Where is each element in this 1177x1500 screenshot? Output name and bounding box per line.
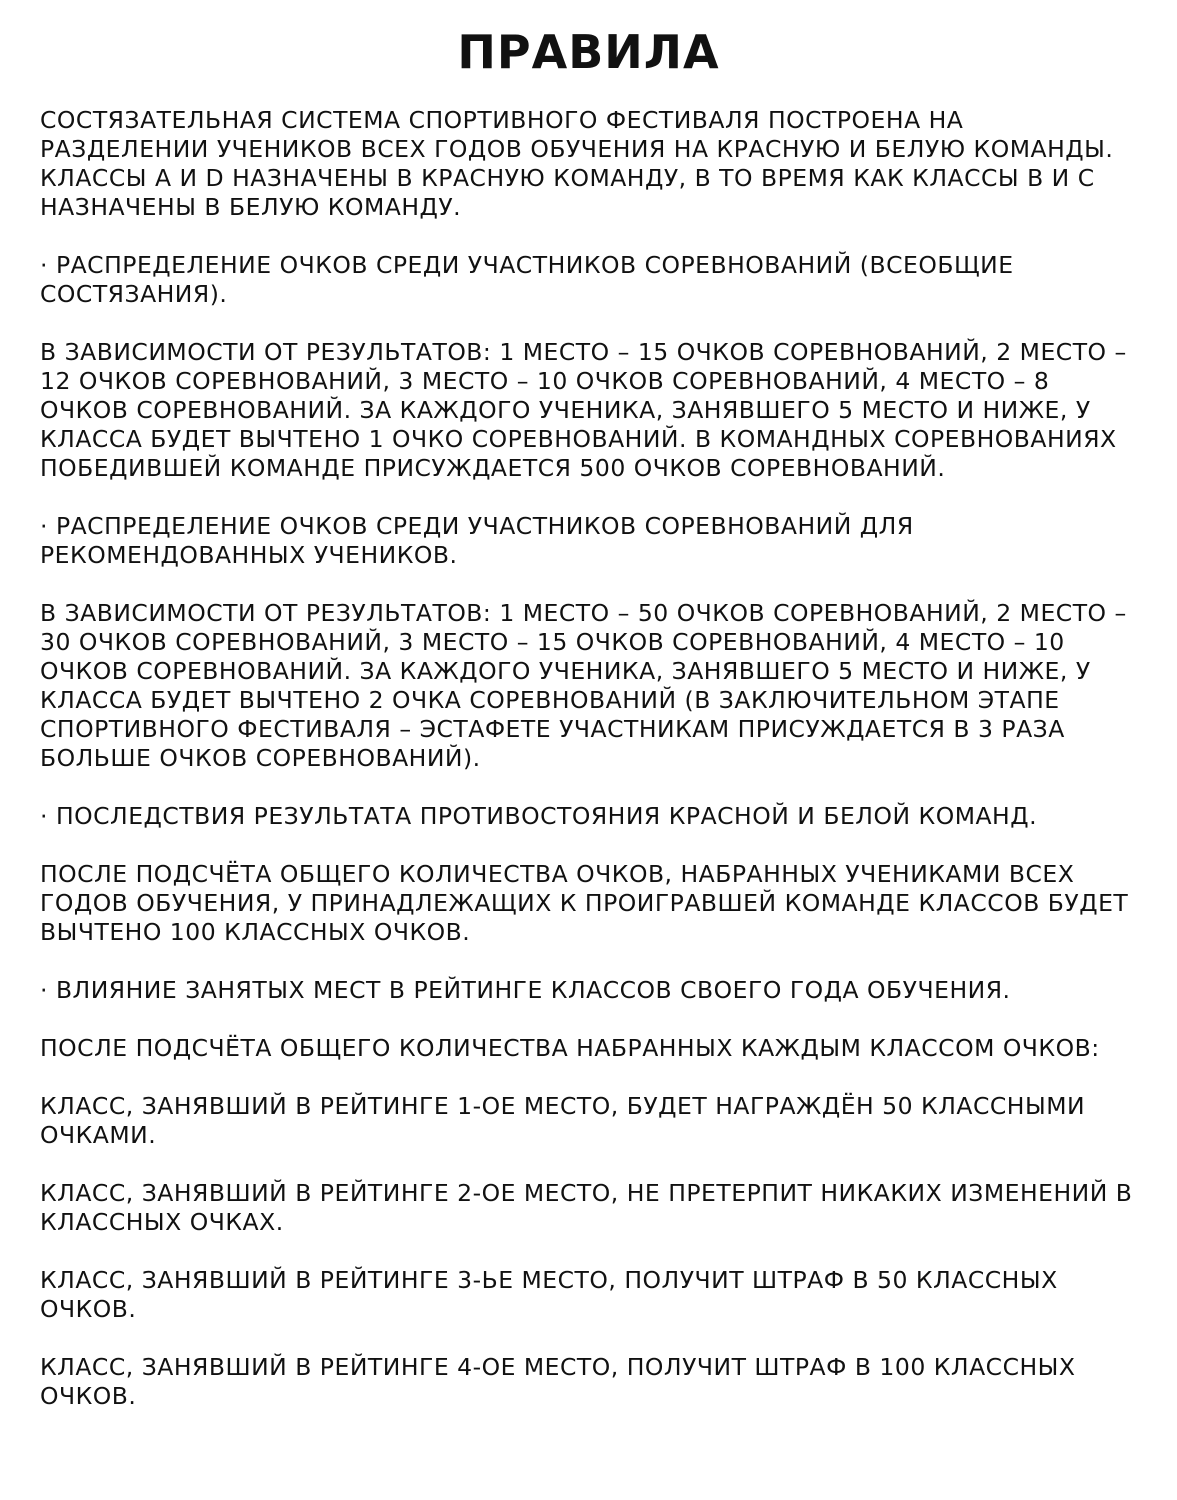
team-result-penalty: ПОСЛЕ ПОДСЧЁТА ОБЩЕГО КОЛИЧЕСТВА ОЧКОВ, НАБРАННЫХ УЧЕНИКАМИ ВСЕХ ГОДОВ ОБУЧЕНИЯ, У ПРИНАДЛЕЖАЩИХ К ПРОИГРАВШЕЙ КОМАНДЕ КЛАССОВ БУДЕТ ВЫЧТЕНО 100 КЛАССНЫХ ОЧКОВ. (40, 860, 1129, 946)
recommended-students-points: В ЗАВИСИМОСТИ ОТ РЕЗУЛЬТАТОВ: 1 МЕСТО – 50 ОЧКОВ СОРЕВНОВАНИЙ, 2 МЕСТО – 30 ОЧКОВ СОРЕВНОВАНИЙ, 3 МЕСТО – 15 ОЧКОВ СОРЕВНОВАНИЙ, 4 МЕСТО – 10 ОЧКОВ СОРЕВНОВАНИЙ. ЗА КАЖДОГО УЧЕНИКА, ЗАНЯВШЕГО 5 МЕСТО И НИЖЕ, У КЛАССА БУДЕТ ВЫЧТЕНО 2 ОЧКА СОРЕВНОВАНИЙ (В ЗАКЛЮЧИТЕЛЬНОМ ЭТАПЕ СПОРТИВНОГО ФЕСТИВАЛЯ – ЭСТАФЕТЕ УЧАСТНИКАМ ПРИСУЖДАЕТСЯ В 3 РАЗА БОЛЬШЕ ОЧКОВ СОРЕВНОВАНИЙ). (40, 599, 1127, 772)
ranking-second-place: КЛАСС, ЗАНЯВШИЙ В РЕЙТИНГЕ 2-ОЕ МЕСТО, НЕ ПРЕТЕРПИТ НИКАКИХ ИЗМЕНЕНИЙ В КЛАССНЫХ ОЧКАХ. (40, 1179, 1133, 1236)
section-heading-general-events: · РАСПРЕДЕЛЕНИЕ ОЧКОВ СРЕДИ УЧАСТНИКОВ СОРЕВНОВАНИЙ (ВСЕОБЩИЕ СОСТЯЗАНИЯ). (40, 251, 1014, 308)
section-heading-team-result: · ПОСЛЕДСТВИЯ РЕЗУЛЬТАТА ПРОТИВОСТОЯНИЯ КРАСНОЙ И БЕЛОЙ КОМАНД. (40, 802, 1038, 830)
intro-paragraph: СОСТЯЗАТЕЛЬНАЯ СИСТЕМА СПОРТИВНОГО ФЕСТИВАЛЯ ПОСТРОЕНА НА РАЗДЕЛЕНИИ УЧЕНИКОВ ВСЕХ ГОДОВ ОБУЧЕНИЯ НА КРАСНУЮ И БЕЛУЮ КОМАНДЫ. КЛАССЫ A И D НАЗНАЧЕНЫ В КРАСНУЮ КОМАНДУ, В ТО ВРЕМЯ КАК КЛАССЫ B И C НАЗНАЧЕНЫ В БЕЛУЮ КОМАНДУ. (40, 106, 1114, 221)
ranking-fourth-place: КЛАСС, ЗАНЯВШИЙ В РЕЙТИНГЕ 4-ОЕ МЕСТО, ПОЛУЧИТ ШТРАФ В 100 КЛАССНЫХ ОЧКОВ. (40, 1353, 1076, 1410)
section-heading-recommended-students: · РАСПРЕДЕЛЕНИЕ ОЧКОВ СРЕДИ УЧАСТНИКОВ СОРЕВНОВАНИЙ ДЛЯ РЕКОМЕНДОВАННЫХ УЧЕНИКОВ. (40, 512, 914, 569)
ranking-intro: ПОСЛЕ ПОДСЧЁТА ОБЩЕГО КОЛИЧЕСТВА НАБРАННЫХ КАЖДЫМ КЛАССОМ ОЧКОВ: (40, 1034, 1100, 1062)
general-events-points: В ЗАВИСИМОСТИ ОТ РЕЗУЛЬТАТОВ: 1 МЕСТО – 15 ОЧКОВ СОРЕВНОВАНИЙ, 2 МЕСТО – 12 ОЧКОВ СОРЕВНОВАНИЙ, 3 МЕСТО – 10 ОЧКОВ СОРЕВНОВАНИЙ, 4 МЕСТО – 8 ОЧКОВ СОРЕВНОВАНИЙ. ЗА КАЖДОГО УЧЕНИКА, ЗАНЯВШЕГО 5 МЕСТО И НИЖЕ, У КЛАССА БУДЕТ ВЫЧТЕНО 1 ОЧКО СОРЕВНОВАНИЙ. В КОМАНДНЫХ СОРЕВНОВАНИЯХ ПОБЕДИВШЕЙ КОМАНДЕ ПРИСУЖДАЕТСЯ 500 ОЧКОВ СОРЕВНОВАНИЙ. (40, 338, 1127, 482)
page-title: ПРАВИЛА (457, 25, 720, 79)
ranking-first-place: КЛАСС, ЗАНЯВШИЙ В РЕЙТИНГЕ 1-ОЕ МЕСТО, БУДЕТ НАГРАЖДЁН 50 КЛАССНЫМИ ОЧКАМИ. (40, 1092, 1086, 1149)
section-heading-class-ranking: · ВЛИЯНИЕ ЗАНЯТЫХ МЕСТ В РЕЙТИНГЕ КЛАССОВ СВОЕГО ГОДА ОБУЧЕНИЯ. (40, 976, 1011, 1004)
ranking-third-place: КЛАСС, ЗАНЯВШИЙ В РЕЙТИНГЕ 3-ЬЕ МЕСТО, ПОЛУЧИТ ШТРАФ В 50 КЛАССНЫХ ОЧКОВ. (40, 1266, 1058, 1323)
